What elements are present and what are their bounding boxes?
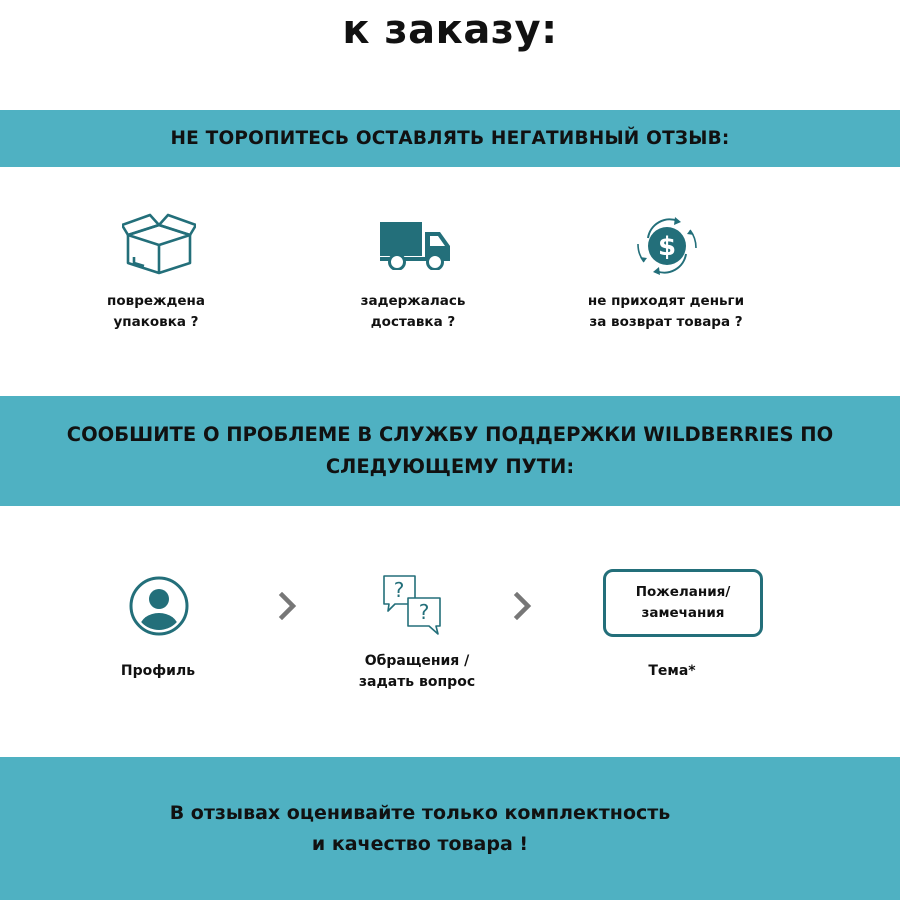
issue-refund-missing-label: не приходят деньги за возврат товара ? <box>587 293 745 330</box>
banner-dont-rush-text: НЕ ТОРОПИТЕСЬ ОСТАВЛЯТЬ НЕГАТИВНЫЙ ОТЗЫВ: <box>170 128 730 149</box>
svg-text:?: ? <box>418 600 430 624</box>
topic-suggestions-text: Пожелания/ замечания <box>635 584 731 621</box>
svg-text:?: ? <box>393 578 405 602</box>
issue-damaged-package-label: повреждена упаковка ? <box>107 293 205 330</box>
issue-delivery-delayed-label: задержалась доставка ? <box>360 293 466 330</box>
banner-review-advice <box>0 757 900 900</box>
svg-text:$: $ <box>657 232 677 262</box>
package-icon <box>122 213 196 275</box>
issue-delivery-delayed <box>303 291 523 333</box>
issue-damaged-package <box>46 291 266 333</box>
refund-money-icon <box>634 214 700 278</box>
profile-icon <box>128 575 190 637</box>
chevron-right-icon <box>513 592 533 620</box>
question-bubbles-icon <box>381 573 445 637</box>
step-requests-label: Обращения / задать вопрос <box>358 653 476 690</box>
banner-contact-support <box>0 396 900 506</box>
step-topic-label: Тема* <box>648 663 696 679</box>
step-profile-label: Профиль <box>120 663 196 679</box>
banner-review-advice-text: В отзывах оценивайте только комплектность и качество товара ! <box>169 801 671 855</box>
chevron-right-icon <box>278 592 298 620</box>
issue-refund-missing <box>556 291 776 333</box>
page-title: к заказу: <box>342 7 558 53</box>
banner-contact-support-text: СООБШИТЕ О ПРОБЛЕМЕ В СЛУЖБУ ПОДДЕРЖКИ WILDBERRIES ПО СЛЕДУЮЩЕМУ ПУТИ: <box>66 423 834 478</box>
topic-suggestions-box <box>603 569 763 637</box>
banner-dont-rush <box>0 110 900 167</box>
delivery-truck-icon <box>380 220 452 270</box>
